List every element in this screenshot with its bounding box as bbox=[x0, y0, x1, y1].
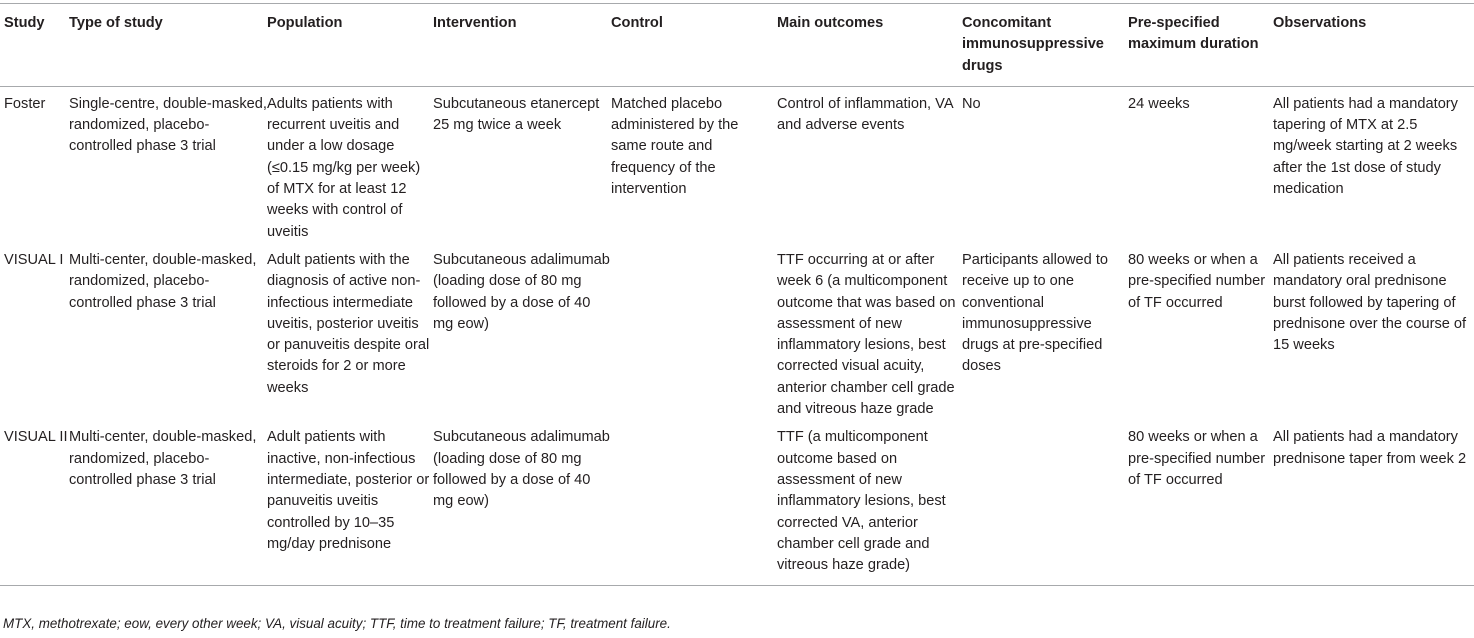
header-intervention: Intervention bbox=[433, 15, 517, 31]
cell-population: Adult patients with inactive, non-infectious intermediate, posterior or panuveitis uveitis controlled by 10–35 mg/day prednisone bbox=[267, 429, 430, 552]
cell-intervention: Subcutaneous adalimumab (loading dose of 80 mg followed by a dose of 40 mg eow) bbox=[433, 251, 610, 332]
header-population: Population bbox=[267, 15, 343, 31]
studies-table bbox=[0, 3, 1474, 586]
header-study: Study bbox=[4, 15, 45, 31]
cell-max-duration: 24 weeks bbox=[1128, 95, 1190, 112]
cell-control bbox=[611, 243, 777, 420]
cell-intervention: Subcutaneous etanercept 25 mg twice a week bbox=[433, 95, 600, 134]
table-row bbox=[0, 243, 1474, 420]
cell-main-outcomes: TTF (a multicomponent outcome based on assessment of new inflammatory lesions, best corrected VA, anterior chamber cell grade and vitreous haze grade) bbox=[777, 429, 946, 574]
cell-observations: All patients received a mandatory oral prednisone burst followed by tapering of prednisone over the course of 15 weeks bbox=[1273, 251, 1467, 354]
cell-concomitant-drugs: Participants allowed to receive up to one conventional immunosuppressive drugs at pre-specified doses bbox=[962, 251, 1109, 375]
cell-type-of-study: Multi-center, double-masked, randomized, placebo-controlled phase 3 trial bbox=[69, 251, 257, 311]
cell-type-of-study: Multi-center, double-masked, randomized, placebo-controlled phase 3 trial bbox=[69, 429, 257, 488]
table-footnote: MTX, methotrexate; eow, every other week; VA, visual acuity; TTF, time to treatment failure; TF, treatment failure. bbox=[3, 616, 671, 631]
cell-concomitant-drugs: No bbox=[962, 95, 981, 112]
cell-main-outcomes: Control of inflammation, VA and adverse events bbox=[777, 95, 953, 134]
cell-main-outcomes: TTF occurring at or after week 6 (a multicomponent outcome that was based on assessment of new inflammatory lesions, best corrected visual acuity, anterior chamber cell grade and vitreous haze grade bbox=[777, 251, 956, 418]
header-control: Control bbox=[611, 15, 663, 31]
header-type-of-study: Type of study bbox=[69, 15, 163, 31]
cell-control: Matched placebo administered by the same route and frequency of the intervention bbox=[611, 95, 739, 198]
header-max-duration: Pre-specified maximum duration bbox=[1128, 15, 1259, 53]
header-observations: Observations bbox=[1273, 15, 1367, 31]
cell-observations: All patients had a mandatory tapering of MTX at 2.5 mg/week starting at 2 weeks after the 1st dose of study medication bbox=[1273, 95, 1458, 198]
cell-observations: All patients had a mandatory prednisone taper from week 2 bbox=[1273, 429, 1467, 467]
cell-population: Adults patients with recurrent uveitis and under a low dosage (≤0.15 mg/kg per week) of MTX for at least 12 weeks with control of uveitis bbox=[267, 95, 421, 240]
cell-max-duration: 80 weeks or when a pre-specified number of TF occurred bbox=[1128, 429, 1266, 488]
cell-concomitant-drugs bbox=[962, 420, 1128, 586]
table-row bbox=[0, 420, 1474, 586]
header-concomitant-drugs: Concomitant immunosuppressive drugs bbox=[962, 15, 1104, 74]
table-body bbox=[0, 86, 1474, 586]
cell-study: VISUAL II bbox=[4, 429, 68, 446]
cell-study: VISUAL I bbox=[4, 251, 64, 268]
header-main-outcomes: Main outcomes bbox=[777, 15, 884, 31]
cell-control bbox=[611, 420, 777, 586]
cell-max-duration: 80 weeks or when a pre-specified number of TF occurred bbox=[1128, 251, 1266, 311]
cell-study: Foster bbox=[4, 95, 46, 112]
table-header bbox=[0, 4, 1474, 87]
header-row bbox=[0, 4, 1474, 87]
cell-type-of-study: Single-centre, double-masked, randomized, placebo-controlled phase 3 trial bbox=[69, 95, 267, 155]
cell-population: Adult patients with the diagnosis of active non-infectious intermediate uveitis, posterior uveitis or panuveitis despite oral steroids for 2 or more weeks bbox=[267, 251, 430, 396]
cell-intervention: Subcutaneous adalimumab (loading dose of 80 mg followed by a dose of 40 mg eow) bbox=[433, 429, 610, 510]
table-row bbox=[0, 86, 1474, 243]
